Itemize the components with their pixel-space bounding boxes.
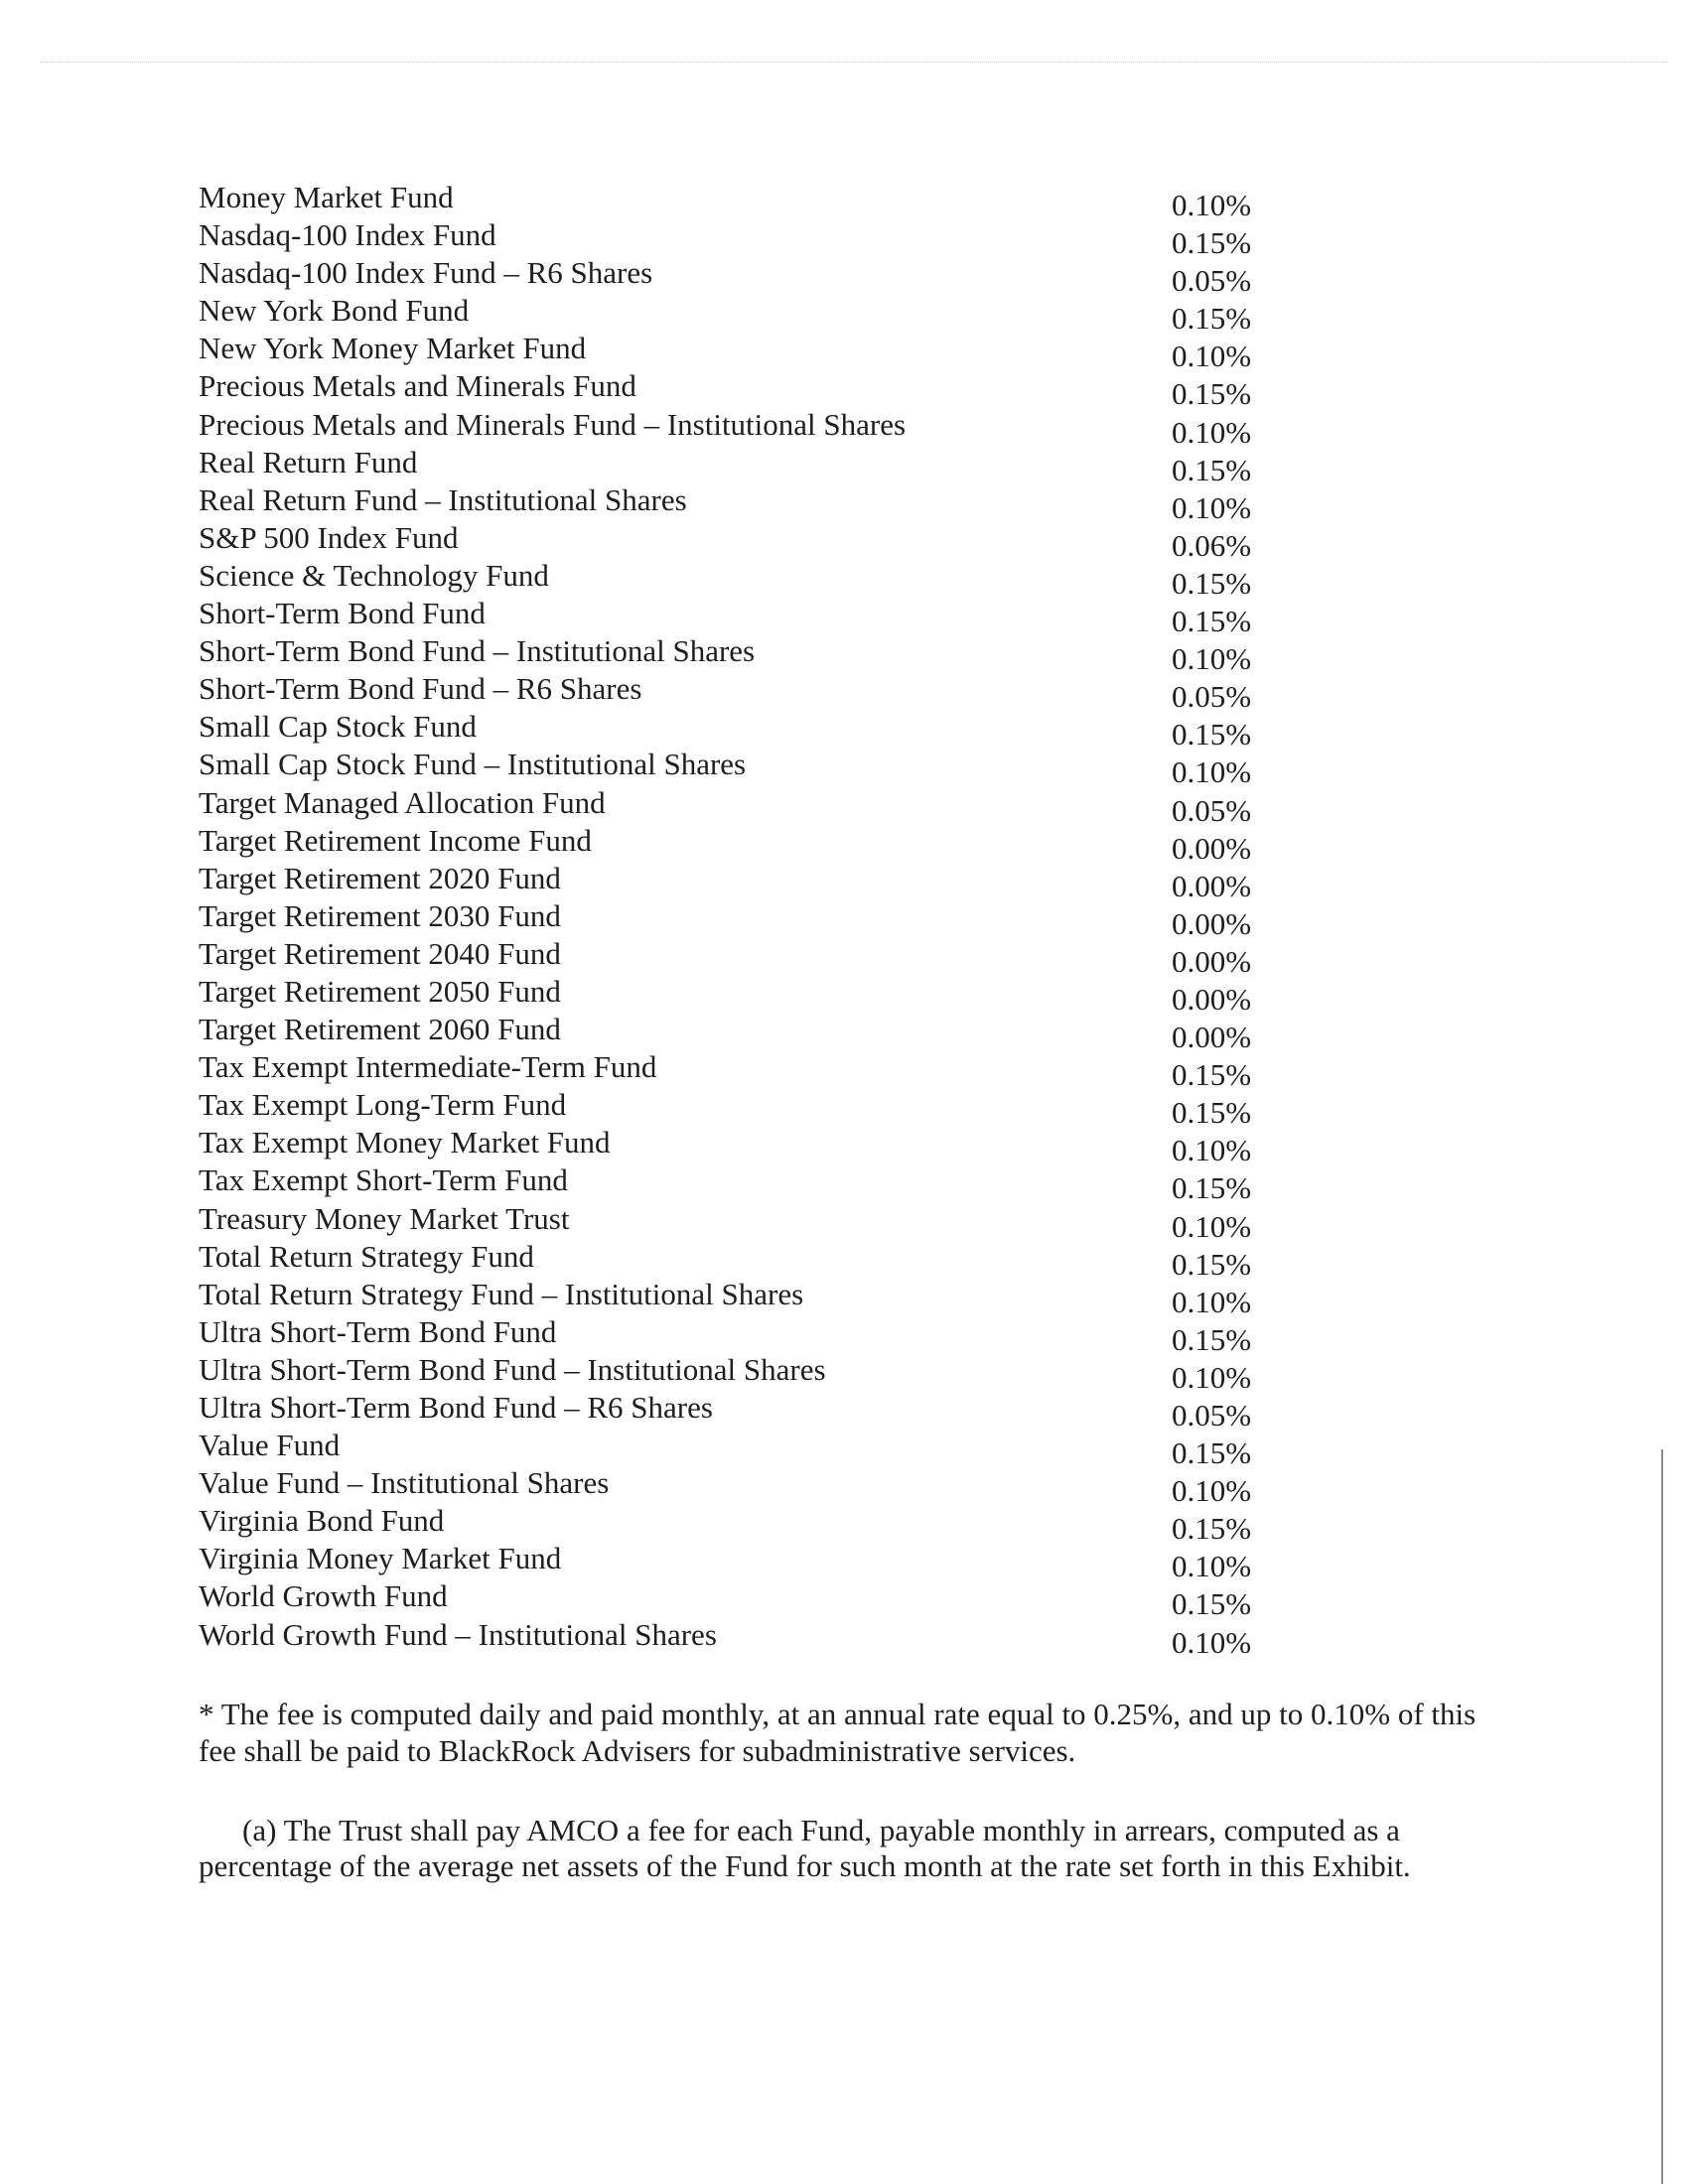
fund-fee-rate: 0.10% bbox=[1172, 641, 1252, 677]
fee-row bbox=[199, 784, 1281, 828]
fund-name: Treasury Money Market Trust bbox=[199, 1200, 570, 1236]
fund-fee-rate: 0.10% bbox=[1172, 754, 1252, 790]
fund-name: Target Retirement 2040 Fund bbox=[199, 935, 561, 971]
fee-row bbox=[199, 406, 1281, 450]
fee-row bbox=[199, 1351, 1281, 1395]
fee-row bbox=[199, 367, 1281, 412]
fee-row bbox=[199, 1086, 1281, 1131]
fee-row bbox=[199, 973, 1281, 1017]
fund-fee-rate: 0.00% bbox=[1172, 981, 1252, 1017]
fund-fee-rate: 0.10% bbox=[1172, 1359, 1252, 1395]
fee-row bbox=[199, 1313, 1281, 1357]
fund-fee-rate: 0.10% bbox=[1172, 188, 1252, 222]
fee-row bbox=[199, 1238, 1281, 1282]
fund-name: S&P 500 Index Fund bbox=[199, 519, 459, 555]
fee-row bbox=[199, 1464, 1281, 1509]
fund-name: Small Cap Stock Fund bbox=[199, 709, 477, 745]
fund-fee-rate: 0.15% bbox=[1172, 1095, 1252, 1131]
fund-name: Precious Metals and Minerals Fund bbox=[199, 368, 636, 404]
fund-name: Short-Term Bond Fund – R6 Shares bbox=[199, 671, 642, 707]
fund-fee-rate: 0.05% bbox=[1172, 792, 1252, 828]
fund-name: Target Retirement 2020 Fund bbox=[199, 860, 561, 895]
fund-fee-rate: 0.15% bbox=[1172, 1246, 1252, 1282]
fund-fee-table bbox=[199, 179, 1281, 1660]
scan-edge-top bbox=[40, 62, 1668, 63]
fee-footnote: * The fee is computed daily and paid monthly, at an annual rate equal to 0.25%, and up to 0.10% of this fee shall be paid to BlackRock Advisers for subadministrative services. bbox=[199, 1697, 1477, 1768]
fund-name: New York Bond Fund bbox=[199, 293, 470, 329]
fund-fee-rate: 0.06% bbox=[1172, 527, 1252, 563]
fund-name: Tax Exempt Long-Term Fund bbox=[199, 1087, 567, 1123]
fund-name: Nasdaq-100 Index Fund – R6 Shares bbox=[199, 255, 653, 291]
fund-name: Money Market Fund bbox=[199, 180, 454, 214]
fund-name: Real Return Fund – Institutional Shares bbox=[199, 481, 687, 517]
fund-name: Value Fund bbox=[199, 1428, 341, 1463]
fee-row bbox=[199, 1276, 1281, 1319]
fee-row bbox=[199, 1389, 1281, 1433]
fund-fee-rate: 0.15% bbox=[1172, 604, 1252, 639]
fund-name: Ultra Short-Term Bond Fund – Institutional Shares bbox=[199, 1351, 826, 1387]
fee-row bbox=[199, 632, 1281, 677]
fee-row bbox=[199, 330, 1281, 374]
fund-fee-rate: 0.00% bbox=[1172, 830, 1252, 866]
fee-row bbox=[199, 1161, 1281, 1206]
fee-row bbox=[199, 1540, 1281, 1584]
scan-edge-right bbox=[1661, 1449, 1663, 2184]
fund-fee-rate: 0.15% bbox=[1172, 225, 1252, 261]
fund-fee-rate: 0.05% bbox=[1172, 679, 1252, 715]
fund-fee-rate: 0.15% bbox=[1172, 376, 1252, 412]
fund-name: Target Retirement 2030 Fund bbox=[199, 897, 561, 933]
fee-row bbox=[199, 444, 1281, 487]
fund-fee-rate: 0.15% bbox=[1172, 1511, 1252, 1547]
fund-name: World Growth Fund bbox=[199, 1578, 448, 1614]
fund-fee-rate: 0.15% bbox=[1172, 1435, 1252, 1471]
fee-row bbox=[199, 481, 1281, 525]
fund-fee-rate: 0.10% bbox=[1172, 414, 1252, 450]
fee-row bbox=[199, 708, 1281, 752]
fee-row bbox=[199, 935, 1281, 979]
fund-name: Small Cap Stock Fund – Institutional Shares bbox=[199, 747, 747, 782]
fund-name: Real Return Fund bbox=[199, 444, 418, 479]
fee-row bbox=[199, 822, 1281, 866]
fund-fee-rate: 0.00% bbox=[1172, 868, 1252, 903]
fee-row bbox=[199, 292, 1281, 337]
fee-row bbox=[199, 1427, 1281, 1471]
fund-fee-rate: 0.10% bbox=[1172, 1549, 1252, 1584]
fund-name: Total Return Strategy Fund – Institutional Shares bbox=[199, 1276, 804, 1311]
fee-row bbox=[199, 557, 1281, 601]
fund-fee-rate: 0.15% bbox=[1172, 1057, 1252, 1093]
fund-name: World Growth Fund – Institutional Shares bbox=[199, 1616, 717, 1652]
fee-row bbox=[199, 595, 1281, 639]
fund-fee-rate: 0.15% bbox=[1172, 452, 1252, 487]
fund-name: Target Retirement 2060 Fund bbox=[199, 1012, 561, 1047]
paragraph-a: (a) The Trust shall pay AMCO a fee for each Fund, payable monthly in arrears, computed as a percentage of the average net assets of the Fund for such month at the rate set forth in this Exhibit. bbox=[199, 1813, 1411, 1883]
fund-name: Target Managed Allocation Fund bbox=[199, 784, 606, 820]
fee-row bbox=[199, 1048, 1281, 1093]
fund-name: Virginia Money Market Fund bbox=[199, 1541, 562, 1576]
fee-row bbox=[199, 179, 1281, 222]
fund-name: Science & Technology Fund bbox=[199, 557, 549, 593]
fee-row bbox=[199, 860, 1281, 903]
fund-fee-rate: 0.05% bbox=[1172, 263, 1252, 299]
fund-name: Ultra Short-Term Bond Fund bbox=[199, 1313, 557, 1349]
fee-row bbox=[199, 519, 1281, 563]
fee-row bbox=[199, 670, 1281, 715]
fund-fee-rate: 0.10% bbox=[1172, 1208, 1252, 1244]
fund-name: Virginia Bond Fund bbox=[199, 1503, 445, 1539]
fund-name: Target Retirement 2050 Fund bbox=[199, 973, 561, 1009]
fund-fee-rate: 0.00% bbox=[1172, 943, 1252, 979]
fund-fee-rate: 0.15% bbox=[1172, 565, 1252, 601]
fund-fee-rate: 0.10% bbox=[1172, 489, 1252, 525]
fund-fee-rate: 0.10% bbox=[1172, 1284, 1252, 1319]
fee-row bbox=[199, 1502, 1281, 1547]
fund-name: Target Retirement Income Fund bbox=[199, 822, 592, 858]
fund-name: Tax Exempt Intermediate-Term Fund bbox=[199, 1049, 657, 1085]
fund-name: Total Return Strategy Fund bbox=[199, 1238, 534, 1274]
fund-fee-rate: 0.15% bbox=[1172, 1586, 1252, 1622]
fund-fee-rate: 0.00% bbox=[1172, 905, 1252, 941]
fund-name: Short-Term Bond Fund – Institutional Shares bbox=[199, 633, 756, 669]
fund-fee-rate: 0.00% bbox=[1172, 1020, 1252, 1055]
fund-name: Short-Term Bond Fund bbox=[199, 596, 486, 631]
fund-name: New York Money Market Fund bbox=[199, 331, 587, 366]
fund-name: Tax Exempt Money Market Fund bbox=[199, 1125, 611, 1160]
fee-row bbox=[199, 254, 1281, 299]
fee-row bbox=[199, 1616, 1281, 1660]
fee-row bbox=[199, 1577, 1281, 1622]
fund-fee-rate: 0.15% bbox=[1172, 717, 1252, 752]
fund-fee-rate: 0.15% bbox=[1172, 1321, 1252, 1357]
fee-row bbox=[199, 216, 1281, 261]
fund-fee-rate: 0.10% bbox=[1172, 339, 1252, 374]
fund-name: Precious Metals and Minerals Fund – Institutional Shares bbox=[199, 406, 907, 442]
fund-fee-rate: 0.05% bbox=[1172, 1398, 1252, 1433]
fund-fee-rate: 0.15% bbox=[1172, 1170, 1252, 1206]
fund-name: Value Fund – Institutional Shares bbox=[199, 1465, 610, 1501]
fund-fee-rate: 0.15% bbox=[1172, 301, 1252, 337]
fund-fee-rate: 0.10% bbox=[1172, 1624, 1252, 1660]
fee-row bbox=[199, 746, 1281, 790]
fund-name: Nasdaq-100 Index Fund bbox=[199, 217, 496, 253]
fund-name: Ultra Short-Term Bond Fund – R6 Shares bbox=[199, 1390, 713, 1425]
fee-row bbox=[199, 1011, 1281, 1055]
fund-name: Tax Exempt Short-Term Fund bbox=[199, 1162, 568, 1198]
fee-row bbox=[199, 1124, 1281, 1168]
fund-fee-rate: 0.10% bbox=[1172, 1473, 1252, 1509]
fund-fee-rate: 0.10% bbox=[1172, 1133, 1252, 1168]
fee-row bbox=[199, 897, 1281, 941]
fee-row bbox=[199, 1200, 1281, 1244]
